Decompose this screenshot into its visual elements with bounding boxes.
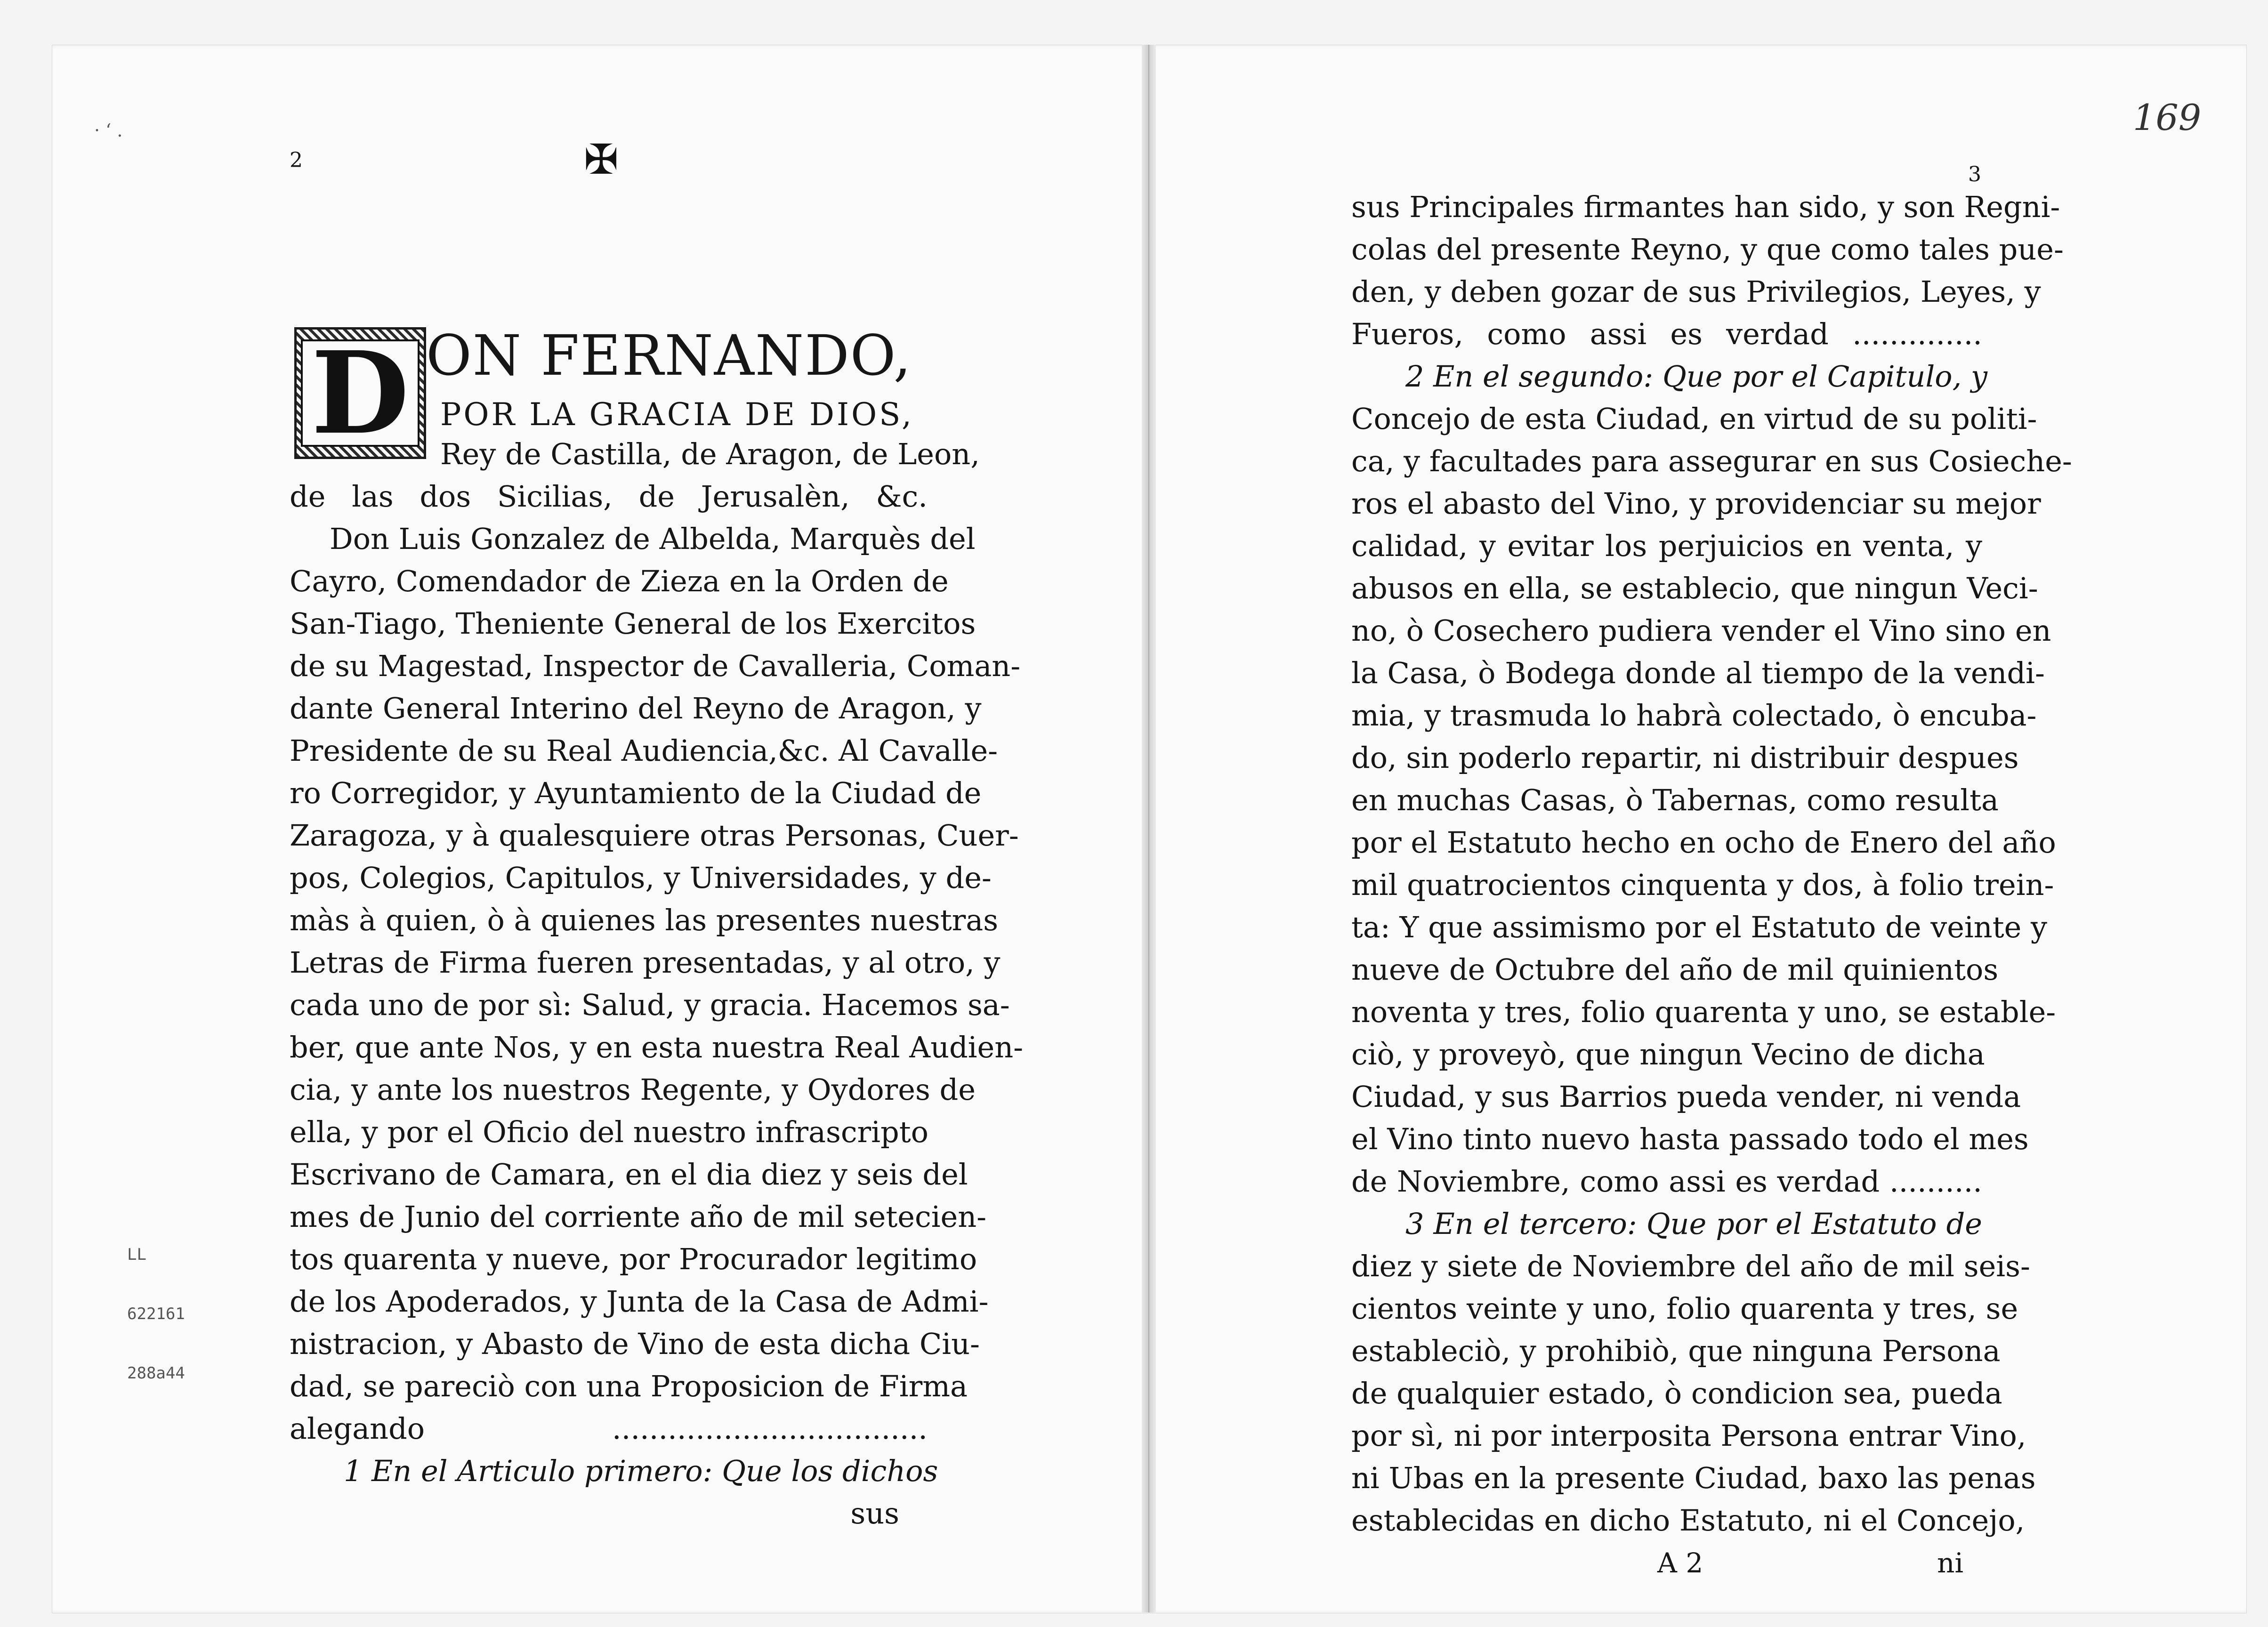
text-line: ta: Y que assimismo por el Estatuto de veinte y	[1351, 910, 2048, 944]
text-line: colas del presente Reyno, y que como tales pue-	[1351, 232, 2064, 266]
text-line: Cayro, Comendador de Zieza en la Orden de	[290, 564, 949, 598]
text-line: mes de Junio del corriente año de mil setecien-	[290, 1200, 987, 1234]
text-line: Presidente de su Real Audiencia,&c. Al Cavalle-	[290, 733, 998, 768]
text-line: Fueros, como assi es verdad ..............	[1351, 317, 1982, 351]
drop-cap-letter: D	[301, 339, 420, 447]
text-line: 2 En el segundo: Que por el Capitulo, y	[1405, 359, 1988, 394]
text-line: de los Apoderados, y Junta de la Casa de Admi-	[290, 1284, 989, 1319]
pencil-note: 288a44	[127, 1364, 185, 1383]
text-line: Don Luis Gonzalez de Albelda, Marquès del	[330, 522, 976, 556]
text-line: la Casa, ò Bodega donde al tiempo de la vendi-	[1351, 656, 2045, 690]
book-gutter	[1142, 45, 1156, 1612]
text-line: ella, y por el Oficio del nuestro infrascripto	[290, 1115, 928, 1149]
folio-number: 169	[2133, 97, 2202, 138]
text-line: ciò, y proveyò, que ningun Vecino de dicha	[1351, 1037, 1985, 1071]
pencil-note: LL	[127, 1245, 146, 1264]
corner-smudge: · ‘ .	[94, 120, 123, 141]
text-line: 1 En el Articulo primero: Que los dichos	[344, 1454, 938, 1488]
text-line: de las dos Sicilias, de Jerusalèn, &c.	[290, 479, 928, 514]
text-line: ro Corregidor, y Ayuntamiento de la Ciudad de	[290, 776, 982, 810]
text-line: cada uno de por sì: Salud, y gracia. Hacemos sa-	[290, 988, 1010, 1022]
text-line: San-Tiago, Theniente General de los Exercitos	[290, 606, 976, 641]
text-line: dante General Interino del Reyno de Aragon, y	[290, 691, 982, 725]
text-line: Ciudad, y sus Barrios pueda vender, ni venda	[1351, 1079, 2021, 1114]
text-line: pos, Colegios, Capitulos, y Universidades, y de-	[290, 861, 992, 895]
document-subtitle: POR LA GRACIA DE DIOS,	[440, 396, 914, 433]
cross-ornament-icon: ✠	[584, 135, 619, 184]
text-line: sus Principales firmantes han sido, y son Regni-	[1351, 190, 2060, 224]
text-line: alegando ..................................	[290, 1411, 928, 1446]
text-line: calidad, y evitar los perjuicios en venta, y	[1351, 529, 1982, 563]
pencil-note: 622161	[127, 1305, 185, 1323]
text-line: cientos veinte y uno, folio quarenta y tres, se	[1351, 1291, 2018, 1326]
text-line: Rey de Castilla, de Aragon, de Leon,	[440, 437, 980, 471]
right-page-number: 3	[1968, 162, 1981, 186]
signature-mark: A 2	[1657, 1547, 1703, 1579]
text-line: den, y deben gozar de sus Privilegios, Leyes, y	[1351, 274, 2041, 309]
text-line: dad, se pareciò con una Proposicion de Firma	[290, 1369, 968, 1403]
text-line: establecidas en dicho Estatuto, ni el Concejo,	[1351, 1503, 2025, 1538]
text-line: Concejo de esta Ciudad, en virtud de su politi-	[1351, 402, 2037, 436]
text-line: ca, y facultades para assegurar en sus Cosieche-	[1351, 444, 2072, 478]
text-line: màs à quien, ò à quienes las presentes nuestras	[290, 903, 999, 937]
text-line: nueve de Octubre del año de mil quinientos	[1351, 952, 1999, 987]
text-line: cia, y ante los nuestros Regente, y Oydores de	[290, 1072, 976, 1107]
text-line: ber, que ante Nos, y en esta nuestra Real Audien-	[290, 1030, 1024, 1064]
text-line: 3 En el tercero: Que por el Estatuto de	[1405, 1207, 1982, 1241]
text-line: por el Estatuto hecho en ocho de Enero del año	[1351, 825, 2056, 860]
text-line: do, sin poderlo repartir, ni distribuir despues	[1351, 741, 2019, 775]
text-line: en muchas Casas, ò Tabernas, como resulta	[1351, 783, 1999, 817]
document-title: ON FERNANDO,	[426, 323, 912, 388]
text-line: tos quarenta y nueve, por Procurador legitimo	[290, 1242, 977, 1276]
text-line: nistracion, y Abasto de Vino de esta dicha Ciu-	[290, 1327, 980, 1361]
text-line: ni Ubas en la presente Ciudad, baxo las penas	[1351, 1461, 2036, 1495]
text-line: ros el abasto del Vino, y providenciar su mejor	[1351, 486, 2041, 521]
text-line: estableciò, y prohibiò, que ninguna Persona	[1351, 1334, 2001, 1368]
catchword: sus	[850, 1496, 899, 1530]
text-line: de qualquier estado, ò condicion sea, pueda	[1351, 1376, 2002, 1410]
text-line: mia, y trasmuda lo habrà colectado, ò encuba-	[1351, 698, 2037, 733]
text-line: de Noviembre, como assi es verdad ..........	[1351, 1164, 1982, 1199]
page-footer	[1351, 1542, 1982, 1584]
text-line: el Vino tinto nuevo hasta passado todo el mes	[1351, 1122, 2029, 1156]
text-line: no, ò Cosechero pudiera vender el Vino sino en	[1351, 613, 2051, 648]
left-page-number: 2	[290, 148, 303, 172]
text-line: de su Magestad, Inspector de Cavalleria, Coman-	[290, 649, 1021, 683]
text-line: Escrivano de Camara, en el dia diez y seis del	[290, 1157, 968, 1192]
text-line: por sì, ni por interposita Persona entrar Vino,	[1351, 1418, 2026, 1453]
text-line: mil quatrocientos cinquenta y dos, à folio trein-	[1351, 868, 2054, 902]
text-line: diez y siete de Noviembre del año de mil seis-	[1351, 1249, 2030, 1283]
left-body-text	[290, 433, 1024, 1535]
pencil-notes	[127, 1205, 185, 1403]
text-line: Letras de Firma fueren presentadas, y al otro, y	[290, 945, 1001, 980]
text-line: Zaragoza, y à qualesquiere otras Personas, Cuer-	[290, 818, 1019, 853]
text-line: noventa y tres, folio quarenta y uno, se estable-	[1351, 995, 2056, 1029]
right-body-text	[1351, 186, 2072, 1584]
text-line: abusos en ella, se establecio, que ningun Veci-	[1351, 571, 2038, 605]
catchword: ni	[1937, 1547, 1963, 1579]
